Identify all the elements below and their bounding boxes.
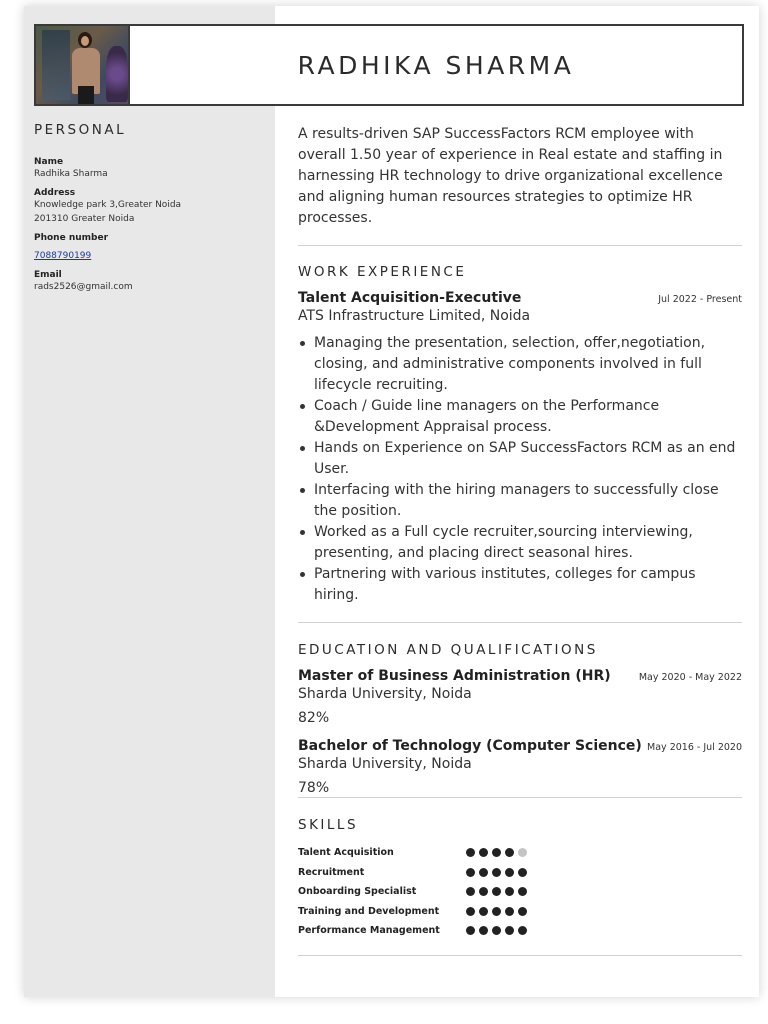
rating-dot-filled	[492, 868, 501, 877]
email-value: rads2526@gmail.com	[34, 282, 133, 292]
degree-date: May 2020 - May 2022	[638, 672, 742, 683]
degree-school: Sharda University, Noida	[298, 756, 472, 772]
education-heading: EDUCATION AND QUALIFICATIONS	[298, 642, 598, 658]
skill-rating	[466, 848, 527, 857]
address-line2: 201310 Greater Noida	[34, 214, 135, 224]
rating-dot-filled	[479, 868, 488, 877]
rating-dot-filled	[479, 848, 488, 857]
list-item: Coach / Guide line managers on the Performance &Development Appraisal process.	[298, 396, 742, 438]
rating-dot-filled	[505, 848, 514, 857]
rating-dot-filled	[479, 926, 488, 935]
rating-dot-filled	[492, 907, 501, 916]
rating-dot-filled	[505, 887, 514, 896]
rating-dot-filled	[505, 926, 514, 935]
rating-dot-filled	[518, 868, 527, 877]
divider	[298, 622, 742, 623]
rating-dot-filled	[518, 926, 527, 935]
email-label: Email	[34, 270, 62, 280]
list-item: Interfacing with the hiring managers to successfully close the position.	[298, 480, 742, 522]
skills-heading: SKILLS	[298, 817, 359, 833]
divider	[298, 797, 742, 798]
phone-link[interactable]: 7088790199	[34, 251, 92, 261]
degree-title: Master of Business Administration (HR)	[298, 668, 611, 684]
skill-name: Training and Development	[298, 905, 440, 917]
rating-dot-filled	[479, 887, 488, 896]
skill-rating	[466, 926, 527, 935]
rating-dot-filled	[466, 868, 475, 877]
degree-grade: 78%	[298, 780, 330, 796]
job-bullets	[298, 333, 742, 606]
rating-dot-filled	[466, 926, 475, 935]
job-company: ATS Infrastructure Limited, Noida	[298, 308, 531, 324]
rating-dot-filled	[466, 848, 475, 857]
divider	[298, 955, 742, 956]
skill-row	[298, 843, 742, 863]
rating-dot-filled	[492, 848, 501, 857]
name-value: Radhika Sharma	[34, 169, 108, 179]
rating-dot-filled	[466, 887, 475, 896]
job-date: Jul 2022 - Present	[658, 294, 742, 305]
list-item: Partnering with various institutes, colleges for campus hiring.	[298, 564, 742, 606]
profile-photo	[36, 26, 130, 104]
degree-school: Sharda University, Noida	[298, 686, 472, 702]
list-item: Managing the presentation, selection, offer,negotiation, closing, and administrative components involved in full lifecycle recruiting.	[298, 333, 742, 396]
main-content	[298, 122, 742, 956]
personal-section	[34, 122, 266, 294]
work-heading: WORK EXPERIENCE	[298, 264, 467, 280]
education-item-header	[298, 668, 742, 684]
skill-rating	[466, 907, 527, 916]
personal-heading: PERSONAL	[34, 122, 127, 138]
address-line1: Knowledge park 3,Greater Noida	[34, 200, 182, 210]
rating-dot-filled	[518, 907, 527, 916]
summary-text: A results-driven SAP SuccessFactors RCM employee with overall 1.50 year of experience in Real estate and staffing in harnessing HR technology to drive organizational excellence and aligning human resources strategies to optimize HR processes.	[298, 126, 723, 226]
rating-dot-filled	[492, 887, 501, 896]
degree-title: Bachelor of Technology (Computer Science)	[298, 738, 642, 754]
education-item-header	[298, 738, 742, 754]
rating-dot-filled	[479, 907, 488, 916]
header	[34, 24, 744, 106]
degree-date: May 2016 - Jul 2020	[647, 742, 742, 753]
list-item: Worked as a Full cycle recruiter,sourcing interviewing, presenting, and placing direct seasonal hires.	[298, 522, 742, 564]
rating-dot-filled	[492, 926, 501, 935]
skill-row	[298, 882, 742, 902]
job-header	[298, 290, 742, 306]
divider	[298, 245, 742, 246]
skill-row	[298, 902, 742, 922]
candidate-name: RADHIKA SHARMA	[297, 50, 575, 80]
skill-rating	[466, 868, 527, 877]
skill-rating	[466, 887, 527, 896]
skills-list	[298, 843, 742, 941]
rating-dot-filled	[505, 907, 514, 916]
rating-dot-filled	[466, 907, 475, 916]
skill-name: Performance Management	[298, 925, 440, 937]
rating-dot-filled	[518, 887, 527, 896]
rating-dot-empty	[518, 848, 527, 857]
name-label: Name	[34, 157, 64, 167]
skill-name: Recruitment	[298, 866, 365, 878]
job-title: Talent Acquisition-Executive	[298, 290, 522, 306]
skill-row	[298, 921, 742, 941]
resume-page	[24, 6, 759, 997]
rating-dot-filled	[505, 868, 514, 877]
skill-row	[298, 863, 742, 883]
list-item: Hands on Experience on SAP SuccessFactors RCM as an end User.	[298, 438, 742, 480]
skill-name: Onboarding Specialist	[298, 886, 417, 898]
skill-name: Talent Acquisition	[298, 847, 394, 859]
address-label: Address	[34, 188, 76, 198]
phone-label: Phone number	[34, 233, 109, 243]
degree-grade: 82%	[298, 710, 330, 726]
